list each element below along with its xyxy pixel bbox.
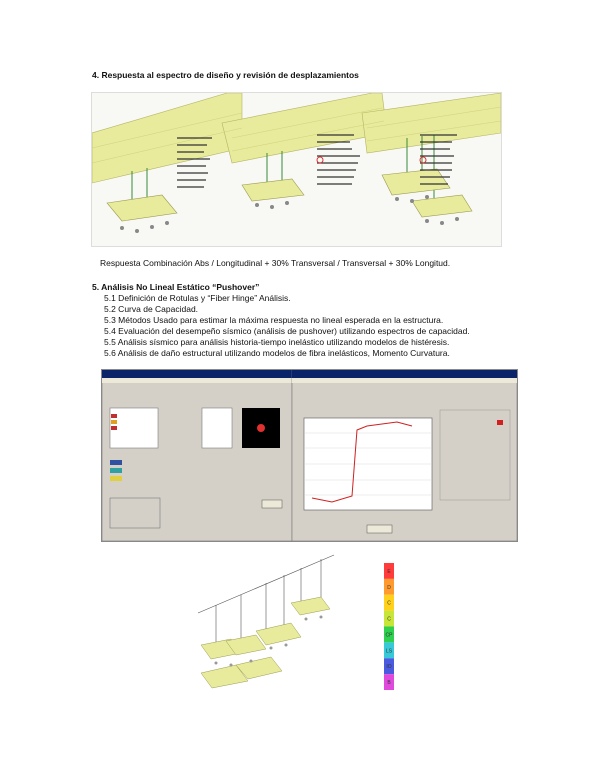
list-item: 5.5 Análisis sísmico para análisis historia-tiempo inelástico utilizando modelos de histéresis. [104, 337, 450, 347]
legend-label: E [387, 568, 391, 575]
legend-label: B [387, 680, 391, 687]
figure-caption: Respuesta Combinación Abs / Longitudinal + 30% Transversal / Transversal + 30% Longitud. [100, 258, 451, 268]
list-item: 5.2 Curva de Capacidad. [104, 304, 199, 314]
legend-label: LS [385, 648, 393, 655]
list-item: 5.3 Métodos Usado para estimar la máxima respuesta no lineal esperada en la estructura. [104, 315, 444, 325]
watermark [283, 110, 297, 530]
list-item: 5.1 Definición de Rotulas y “Fiber Hinge” Análisis. [104, 293, 291, 303]
bridge-model-3d-figure [196, 553, 406, 698]
legend-label: C [387, 600, 391, 607]
legend-label: D [387, 584, 391, 591]
list-item: 5.6 Análisis de daño estructural utilizando modelos de fibra inelásticos, Momento Curvatura. [104, 348, 450, 358]
section-5-heading: 5. Análisis No Lineal Estático “Pushover” [92, 282, 260, 292]
legend-label: IO [386, 664, 392, 671]
section-4-heading: 4. Respuesta al espectro de diseño y revisión de desplazamientos [92, 70, 359, 80]
pushover-software-figure [101, 369, 518, 542]
legend-label: CP [385, 632, 393, 639]
damage-state-legend [384, 563, 394, 690]
pushover-screenshot-image [102, 370, 517, 541]
list-item: 5.4 Evaluación del desempeño sísmico (análisis de pushover) utilizando espectros de capacidad. [104, 326, 470, 336]
legend-color-bar [384, 563, 394, 690]
legend-label: C [387, 616, 391, 623]
